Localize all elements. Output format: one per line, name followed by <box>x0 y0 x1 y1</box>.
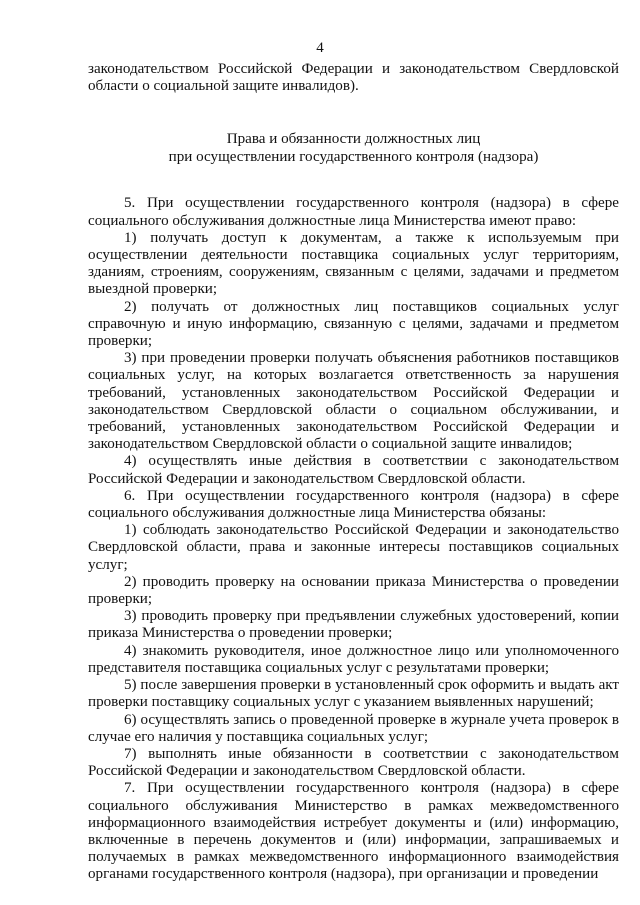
page-number: 4 <box>316 40 324 56</box>
paragraph-5-item-4: 4) осуществлять иные действия в соответствии с законодательством Российской Федерации и законодательством Свердловской области. <box>88 453 619 487</box>
document-body <box>88 61 619 884</box>
paragraph-6-item-1: 1) соблюдать законодательство Российской Федерации и законодательство Свердловской области, права и законные интересы поставщиков социальных услуг; <box>88 522 619 573</box>
section-heading <box>88 131 619 166</box>
intro-continuation: законодательством Российской Федерации и законодательством Свердловской области о социальной защите инвалидов). <box>88 61 619 95</box>
section-heading-line-1: Права и обязанности должностных лиц <box>226 131 481 148</box>
paragraph-6-item-6: 6) осуществлять запись о проведенной проверке в журнале учета проверок в случае его наличия у поставщика социальных услуг; <box>88 711 619 745</box>
paragraph-5-item-3: 3) при проведении проверки получать объяснения работников поставщиков социальных услуг, на которых возлагается ответственность за нарушения требований, установленных законодательством Российской Федерации и законодательством Свердловской области о социальном обслуживании, и требований, установленных законодательством Российской Федерации и законодательством Свердловской области о социальной защите инвалидов; <box>88 350 619 453</box>
section-heading-line-2: при осуществлении государственного контроля (надзора) <box>168 148 539 165</box>
paragraph-7: 7. При осуществлении государственного контроля (надзора) в сфере социального обслуживания Министерство в рамках межведомственного информационного взаимодействия истребует документы и (или) информацию, включенные в перечень документов и (или) информации, запрашиваемых и получаемых в рамках межведомственного информационного взаимодействия органами государственного контроля (надзора), при организации и проведении <box>88 780 619 883</box>
paragraph-6-item-2: 2) проводить проверку на основании приказа Министерства о проведении проверки; <box>88 573 619 608</box>
paragraph-6-item-3: 3) проводить проверку при предъявлении служебных удостоверений, копии приказа Министерства о проведении проверки; <box>88 608 619 642</box>
paragraph-6-item-7: 7) выполнять иные обязанности в соответствии с законодательством Российской Федерации и законодательством Свердловской области. <box>88 745 619 780</box>
paragraph-6: 6. При осуществлении государственного контроля (надзора) в сфере социального обслуживания должностные лица Министерства обязаны: <box>88 487 619 522</box>
paragraph-6-item-4: 4) знакомить руководителя, иное должностное лицо или уполномоченного представителя поставщика социальных услуг с результатами проверки; <box>88 642 619 676</box>
paragraph-5-item-2: 2) получать от должностных лиц поставщиков социальных услуг справочную и иную информацию, связанную с целями, задачами и предметом проверки; <box>88 298 619 350</box>
paragraph-5-item-1: 1) получать доступ к документам, а также к используемым при осуществлении деятельности поставщика социальных услуг территориям, зданиям, строениям, сооружениям, связанным с целями, задачами и предметом выездной проверки; <box>88 229 619 298</box>
paragraph-5: 5. При осуществлении государственного контроля (надзора) в сфере социального обслуживания должностные лица Министерства имеют право: <box>88 195 619 229</box>
paragraph-6-item-5: 5) после завершения проверки в установленный срок оформить и выдать акт проверки поставщику социальных услуг с указанием выявленных нарушений; <box>88 677 619 711</box>
